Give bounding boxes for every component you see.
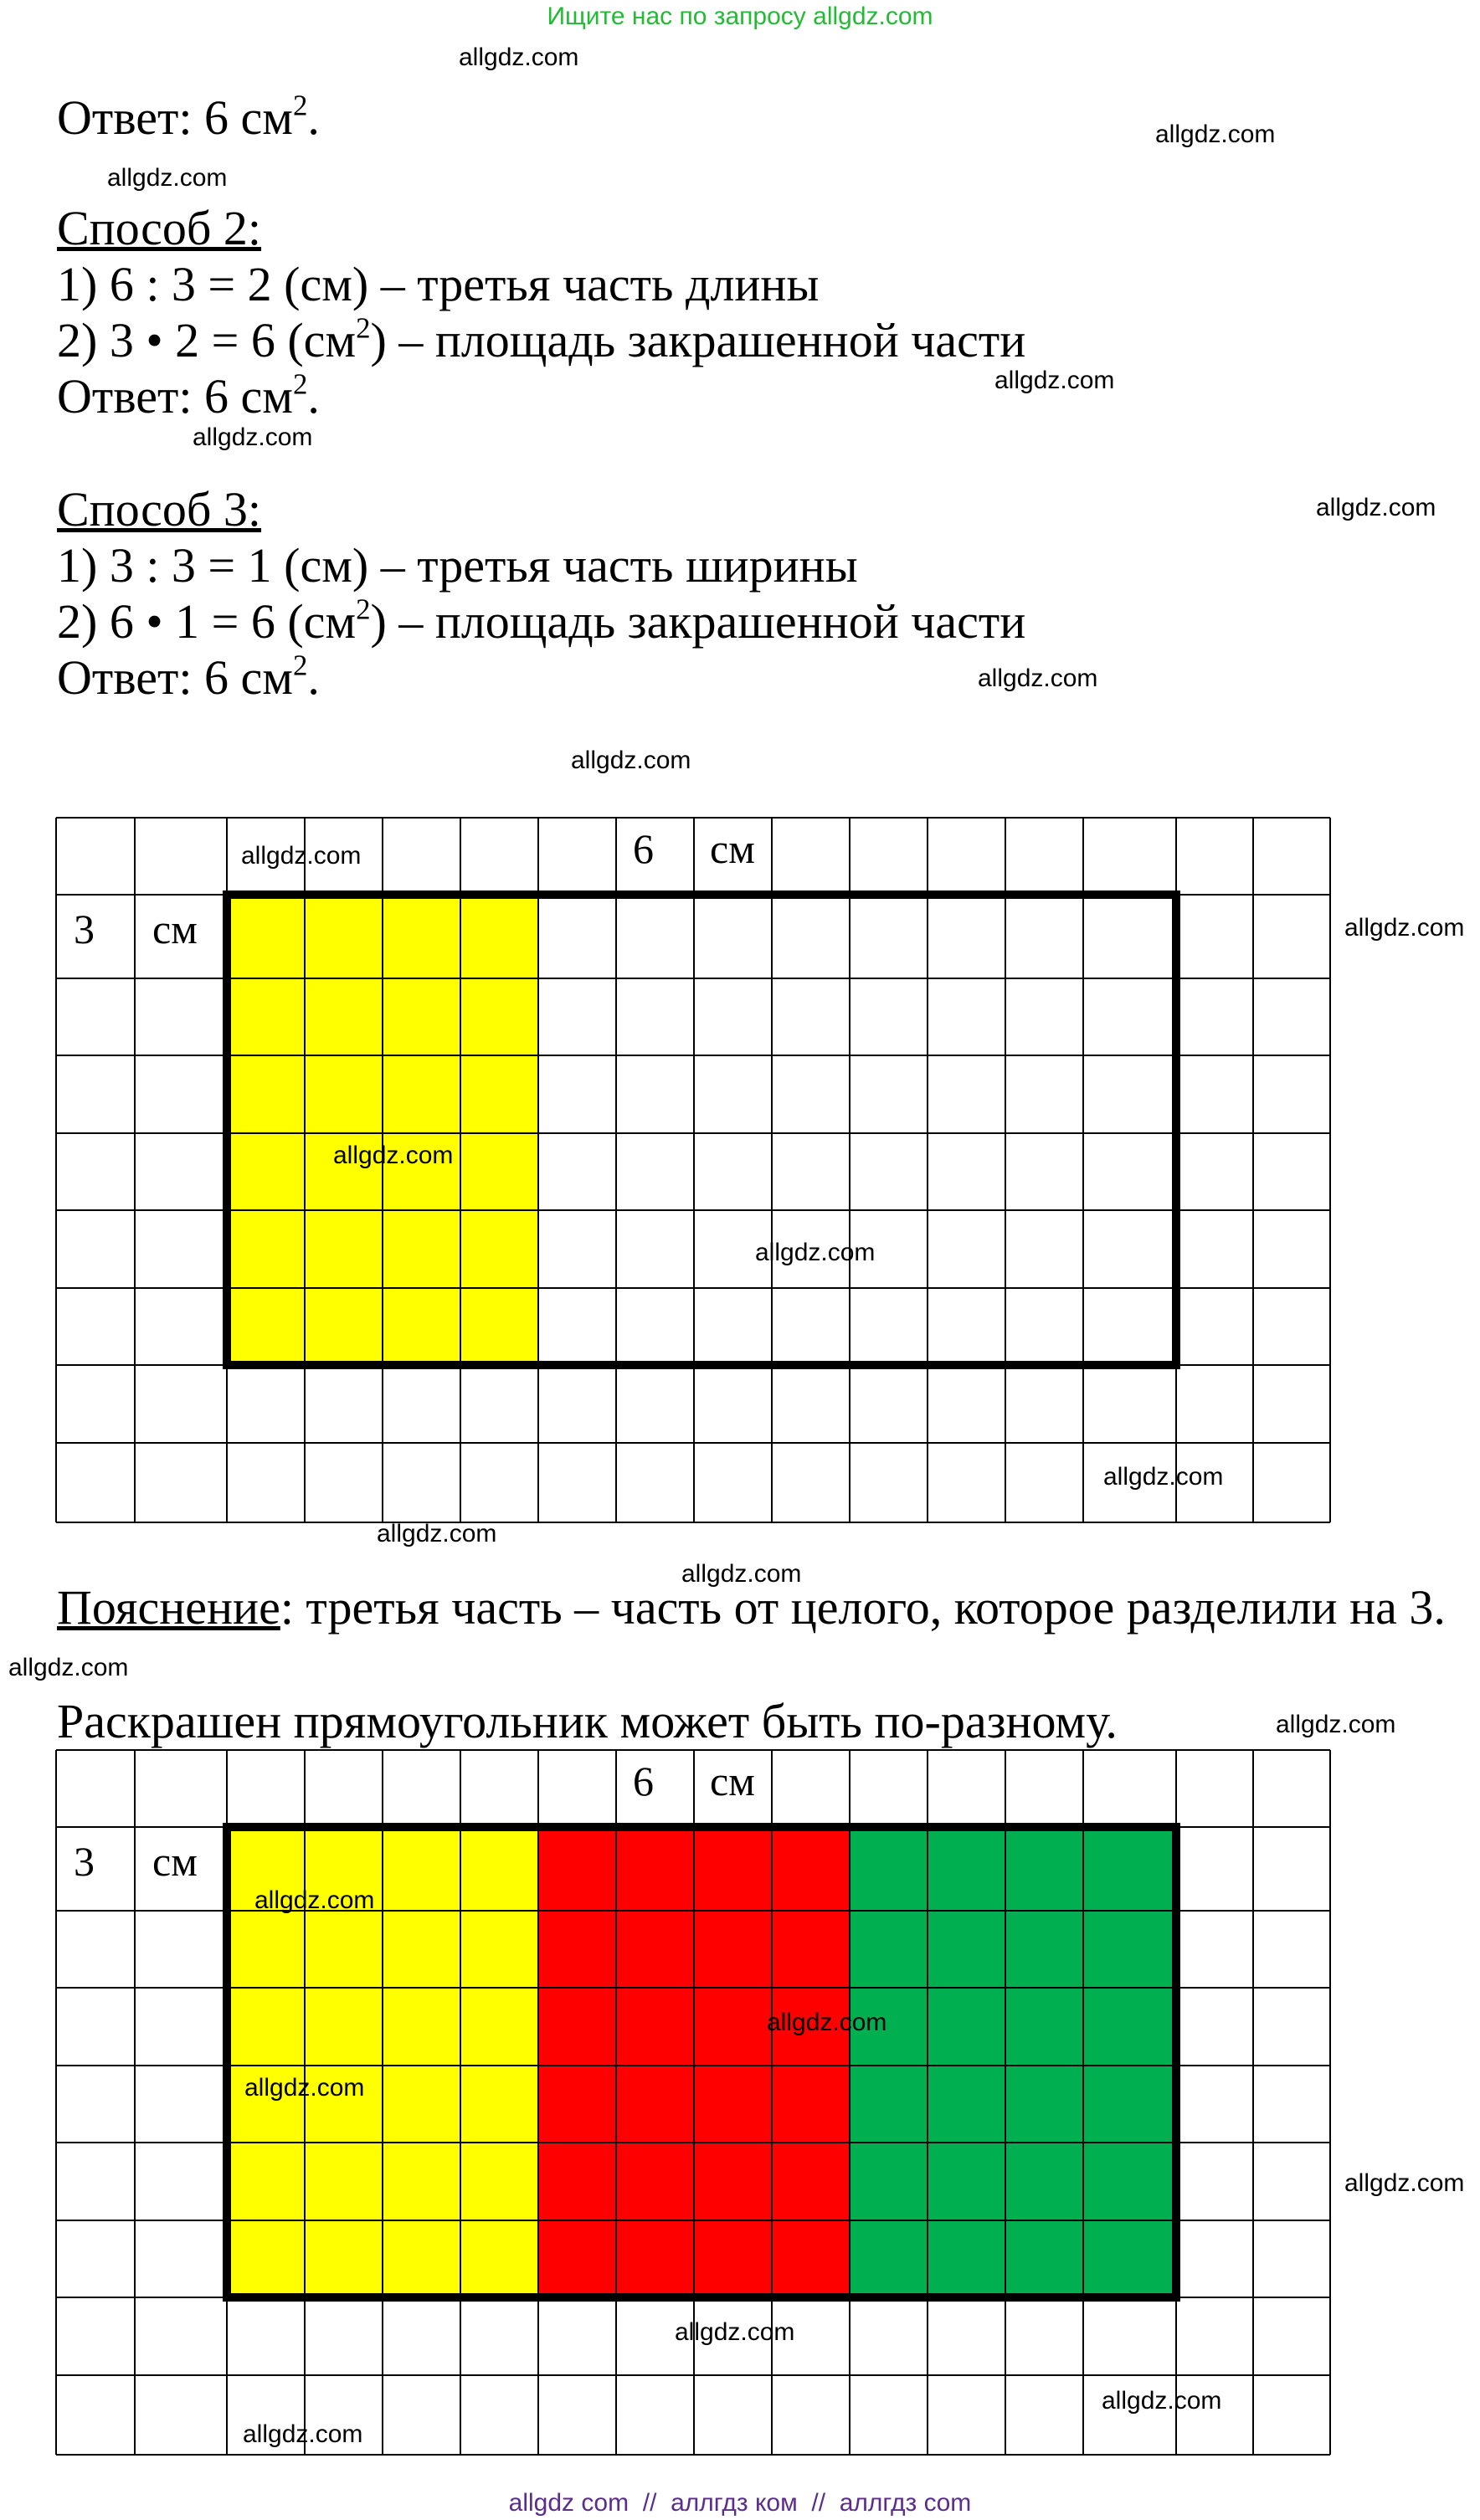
answer-text: Ответ: 6 см: [57, 90, 293, 145]
watermark: allgdz.com: [107, 164, 228, 192]
watermark: allgdz.com: [1102, 2387, 1222, 2415]
watermark: allgdz.com: [1103, 1463, 1224, 1491]
watermark: allgdz.com: [241, 842, 362, 870]
height-unit-label: см: [152, 906, 198, 952]
watermark: allgdz.com: [244, 2074, 365, 2102]
watermark: allgdz.com: [994, 367, 1115, 394]
step-text: ) – площадь закрашенной части: [370, 594, 1026, 649]
answer-text: Ответ: 6 см: [57, 650, 293, 705]
watermark: allgdz.com: [193, 423, 313, 451]
watermark: allgdz.com: [681, 1560, 802, 1588]
superscript: 2: [292, 367, 308, 401]
grid-figure-1: [55, 817, 1331, 1523]
answer-text: Ответ: 6 см: [57, 369, 293, 423]
explanation-text: : третья часть – часть от целого, которое разделили на 3.: [280, 1580, 1446, 1635]
width-value-label: 6: [633, 825, 654, 872]
method3-step2: [57, 594, 1025, 649]
watermark: allgdz.com: [1344, 914, 1465, 942]
watermark: allgdz.com: [978, 665, 1098, 692]
method1-answer: [57, 90, 320, 146]
period: .: [307, 90, 320, 145]
watermark: allgdz.com: [459, 44, 579, 71]
grid-svg: [55, 817, 1331, 1523]
height-value-label: 3: [74, 906, 95, 952]
method3-answer: [57, 650, 320, 706]
step-text: ) – площадь закрашенной части: [370, 313, 1026, 367]
coloring-note: Раскрашен прямоугольник может быть по-разному.: [57, 1694, 1118, 1748]
watermark: allgdz.com: [1155, 121, 1276, 148]
height-value-label: 3: [74, 1838, 95, 1885]
watermark: allgdz.com: [1316, 494, 1436, 521]
watermark: allgdz.com: [1344, 2169, 1465, 2197]
method2-answer: [57, 369, 320, 424]
method2-step2: [57, 313, 1025, 368]
superscript: 2: [356, 593, 371, 626]
watermark: allgdz.com: [254, 1886, 375, 1914]
method2-step1: 1) 6 : 3 = 2 (см) – третья часть длины: [57, 257, 820, 311]
superscript: 2: [292, 649, 308, 682]
watermark: allgdz.com: [243, 2420, 363, 2448]
watermark: allgdz.com: [767, 2009, 887, 2036]
step-text: 2) 6 • 1 = 6 (см: [57, 594, 357, 649]
explanation-label: Пояснение: [57, 1580, 280, 1635]
watermark: allgdz.com: [755, 1239, 876, 1266]
watermark: allgdz.com: [571, 747, 691, 774]
width-unit-label: см: [710, 825, 755, 872]
grid-figure-2: [55, 1749, 1331, 2456]
method3-title: Способ 3:: [57, 482, 262, 536]
method3-step1: 1) 3 : 3 = 1 (см) – третья часть ширины: [57, 538, 858, 593]
footer: allgdz com // аллгдз ком // аллгдз com: [508, 2489, 972, 2517]
superscript: 2: [292, 89, 308, 122]
watermark: allgdz.com: [1276, 1711, 1396, 1738]
width-value-label: 6: [633, 1758, 654, 1804]
method2-title: Способ 2:: [57, 201, 262, 255]
watermark: allgdz.com: [675, 2318, 795, 2346]
height-unit-label: см: [152, 1838, 198, 1885]
period: .: [307, 650, 320, 705]
watermark: allgdz.com: [333, 1142, 454, 1169]
width-unit-label: см: [710, 1758, 755, 1804]
superscript: 2: [356, 311, 371, 345]
watermark: allgdz.com: [377, 1520, 497, 1547]
step-text: 2) 3 • 2 = 6 (см: [57, 313, 357, 367]
period: .: [307, 369, 320, 423]
top-banner: Ищите нас по запросу allgdz.com: [547, 3, 933, 30]
green-shaded-region: [850, 1827, 1176, 2297]
watermark: allgdz.com: [8, 1654, 129, 1681]
grid-svg: [55, 1749, 1331, 2456]
